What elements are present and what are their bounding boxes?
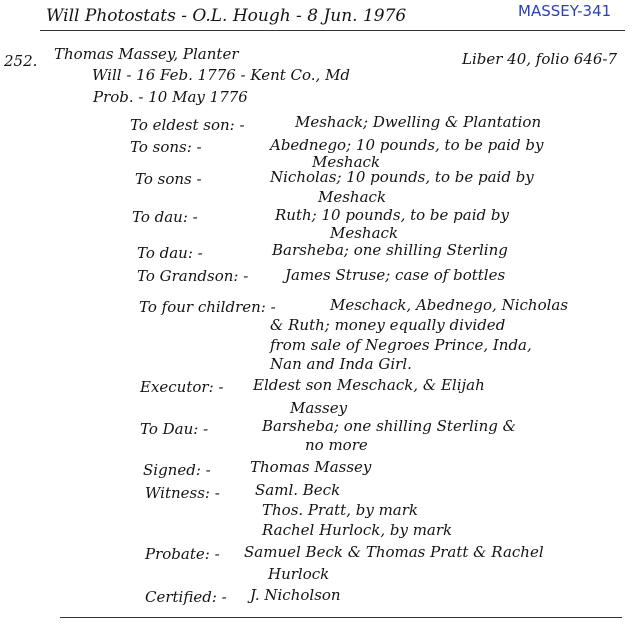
bequest-text: Barsheba; one shilling Sterling & (262, 417, 516, 435)
footer-rule (60, 617, 622, 618)
bequest-label: To dau: - (137, 244, 203, 262)
bequest-text: J. Nicholson (250, 586, 341, 604)
bequest-text: Eldest son Meschack, & Elijah (253, 376, 485, 394)
bequest-text: Nan and Inda Girl. (270, 355, 412, 373)
bequest-text: Nicholas; 10 pounds, to be paid by (270, 168, 534, 186)
bequest-text: Meshack (330, 224, 399, 242)
bequest-label: Probate: - (145, 545, 220, 563)
bequest-text: Massey (290, 399, 348, 417)
bequest-label: To four children: - (139, 298, 276, 316)
bequest-text: James Struse; case of bottles (285, 266, 506, 284)
bequest-text: Barsheba; one shilling Sterling (272, 241, 508, 259)
bequest-text: Thos. Pratt, by mark (262, 501, 418, 519)
testator-name: Thomas Massey, Planter (54, 45, 239, 63)
bequest-label: Executor: - (140, 378, 224, 396)
bequest-label: Witness: - (145, 484, 220, 502)
bequest-text: Meshack (318, 188, 387, 206)
bequest-text: Meshack; Dwelling & Plantation (295, 113, 542, 131)
bequest-label: To sons - (135, 170, 202, 188)
bequest-text: & Ruth; money equally divided (270, 316, 506, 334)
bequest-text: Ruth; 10 pounds, to be paid by (275, 206, 509, 224)
bequest-label: Certified: - (145, 588, 227, 606)
bequest-text: Hurlock (268, 565, 330, 583)
bequest-text: Saml. Beck (255, 481, 341, 499)
probate-date: Prob. - 10 May 1776 (93, 88, 248, 106)
header-title: Will Photostats - O.L. Hough - 8 Jun. 1976 (46, 6, 407, 26)
bequest-label: To Dau: - (140, 420, 209, 438)
bequest-text: Meschack, Abednego, Nicholas (330, 296, 569, 314)
bequest-label: To dau: - (132, 208, 198, 226)
bequest-text: Meshack (312, 153, 381, 171)
bequest-text: Thomas Massey (250, 458, 372, 476)
bequest-label: To eldest son: - (130, 116, 245, 134)
bequest-text: from sale of Negroes Prince, Inda, (270, 336, 532, 354)
bequest-text: Abednego; 10 pounds, to be paid by (270, 136, 544, 154)
bequest-text: no more (305, 436, 368, 454)
liber-folio: Liber 40, folio 646-7 (462, 50, 618, 68)
header-rule (40, 30, 625, 31)
will-date: Will - 16 Feb. 1776 - Kent Co., Md (92, 66, 351, 84)
bequest-label: To sons: - (130, 138, 202, 156)
bequest-label: To Grandson: - (137, 267, 249, 285)
bequest-label: Signed: - (143, 461, 211, 479)
bequest-text: Rachel Hurlock, by mark (262, 521, 453, 539)
record-tag: MASSEY-341 (518, 2, 612, 20)
entry-number: 252. (4, 52, 38, 70)
bequest-text: Samuel Beck & Thomas Pratt & Rachel (244, 543, 544, 561)
